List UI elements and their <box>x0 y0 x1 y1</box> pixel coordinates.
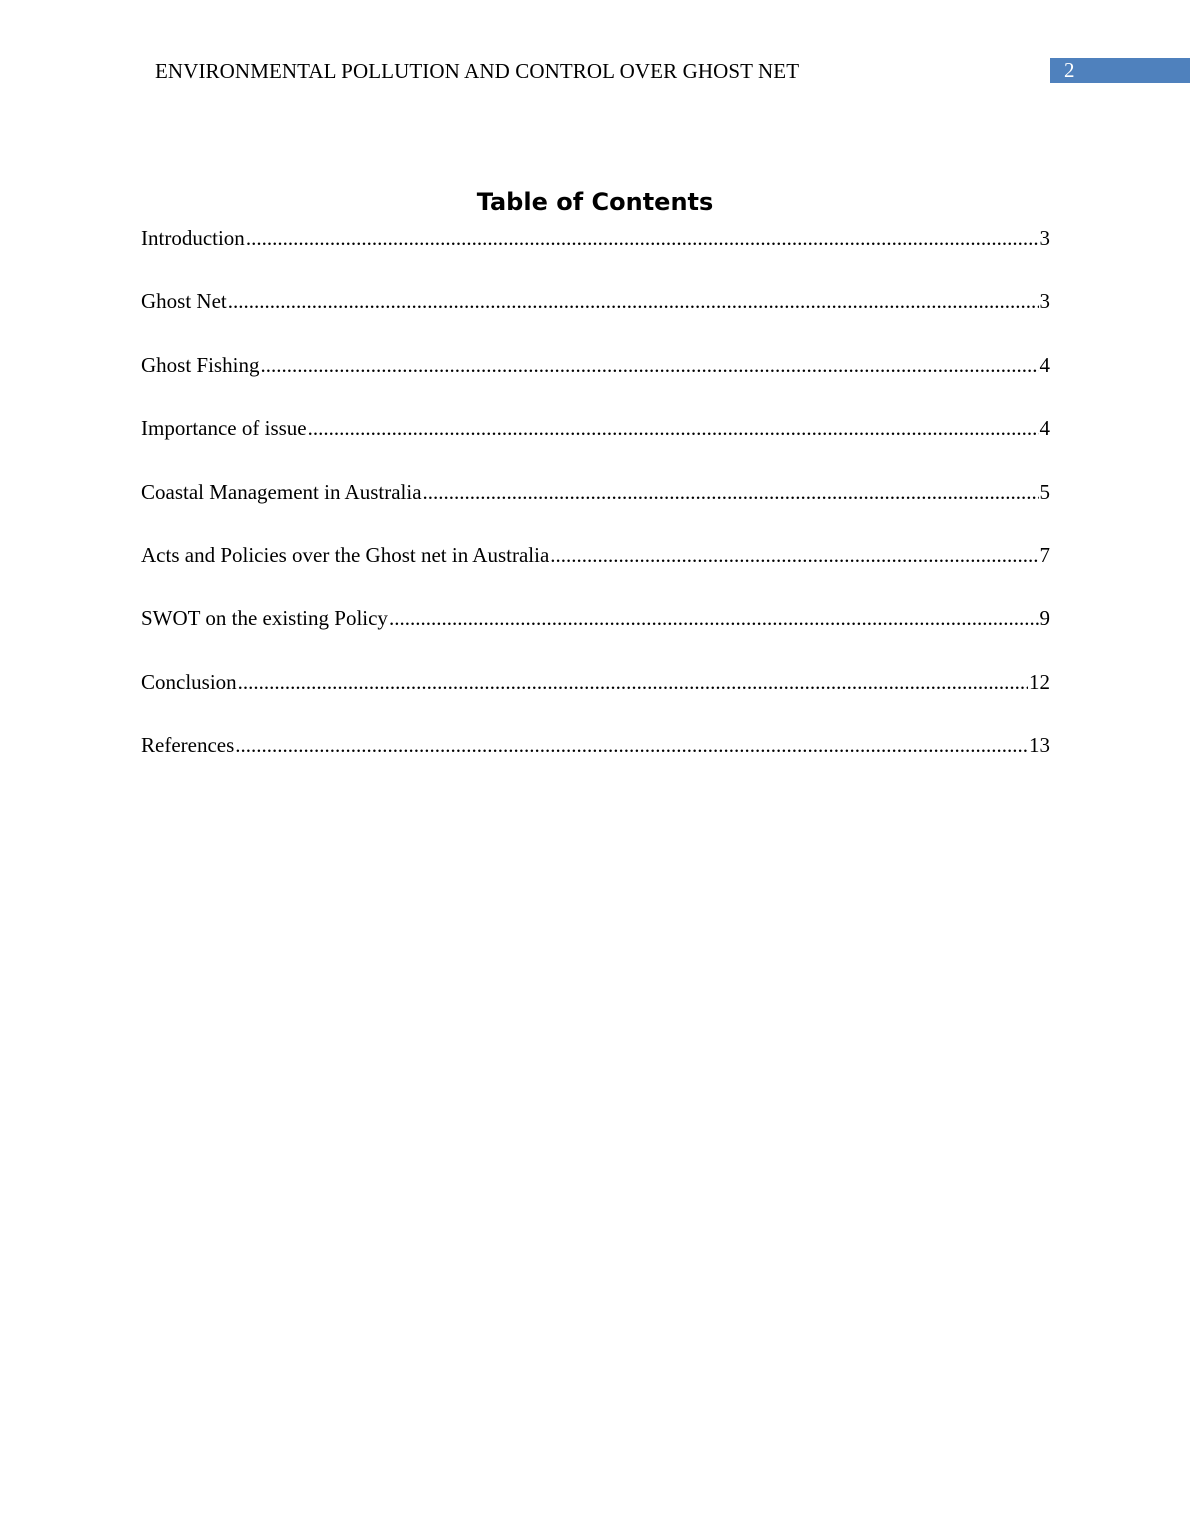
toc-entry-ghost-fishing[interactable] <box>141 352 1050 415</box>
toc-dot-leader <box>389 605 1039 631</box>
toc-entry-title: References <box>141 733 235 758</box>
page-number: 2 <box>1064 58 1075 82</box>
toc-entry-title: Coastal Management in Australia <box>141 479 422 504</box>
toc-dot-leader <box>550 542 1038 568</box>
toc-entry-page: 12 <box>1029 669 1050 694</box>
toc-entry-introduction[interactable] <box>141 225 1050 288</box>
running-header-title: ENVIRONMENTAL POLLUTION AND CONTROL OVER GHOST NET <box>155 59 800 83</box>
toc-entry-swot[interactable] <box>141 605 1050 668</box>
toc-dot-leader <box>308 415 1039 441</box>
toc-entry-title: Introduction <box>141 226 245 250</box>
toc-entry-title: Conclusion <box>141 669 237 694</box>
toc-dot-leader <box>235 732 1028 758</box>
toc-entry-page: 3 <box>1039 226 1050 250</box>
toc-dot-leader <box>260 352 1038 378</box>
toc-entry-page: 13 <box>1029 733 1050 758</box>
toc-dot-leader <box>228 288 1039 314</box>
toc-entry-title: Importance of issue <box>141 416 307 441</box>
toc-heading: Table of Contents <box>476 188 714 216</box>
toc-entry-page: 9 <box>1039 606 1050 631</box>
page-number-tab <box>1050 58 1190 83</box>
toc-entry-importance-of-issue[interactable] <box>141 415 1050 478</box>
toc-entry-page: 4 <box>1039 352 1050 377</box>
toc-entry-page: 4 <box>1039 416 1050 441</box>
toc-entry-title: SWOT on the existing Policy <box>141 606 388 631</box>
toc-entry-title: Ghost Fishing <box>141 352 260 377</box>
toc-entry-references[interactable] <box>141 732 1050 795</box>
toc-entry-ghost-net[interactable] <box>141 288 1050 351</box>
toc-dot-leader <box>238 669 1028 695</box>
toc-entry-page: 7 <box>1039 542 1050 567</box>
toc-entry-coastal-management[interactable] <box>141 479 1050 542</box>
table-of-contents <box>141 225 1050 796</box>
toc-entry-acts-and-policies[interactable] <box>141 542 1050 605</box>
toc-entry-title: Acts and Policies over the Ghost net in Australia <box>141 542 550 567</box>
toc-entry-conclusion[interactable] <box>141 669 1050 732</box>
toc-dot-leader <box>246 225 1039 251</box>
toc-dot-leader <box>423 479 1039 505</box>
toc-entry-title: Ghost Net <box>141 289 227 314</box>
toc-entry-page: 5 <box>1039 479 1050 504</box>
toc-entry-page: 3 <box>1039 289 1050 314</box>
